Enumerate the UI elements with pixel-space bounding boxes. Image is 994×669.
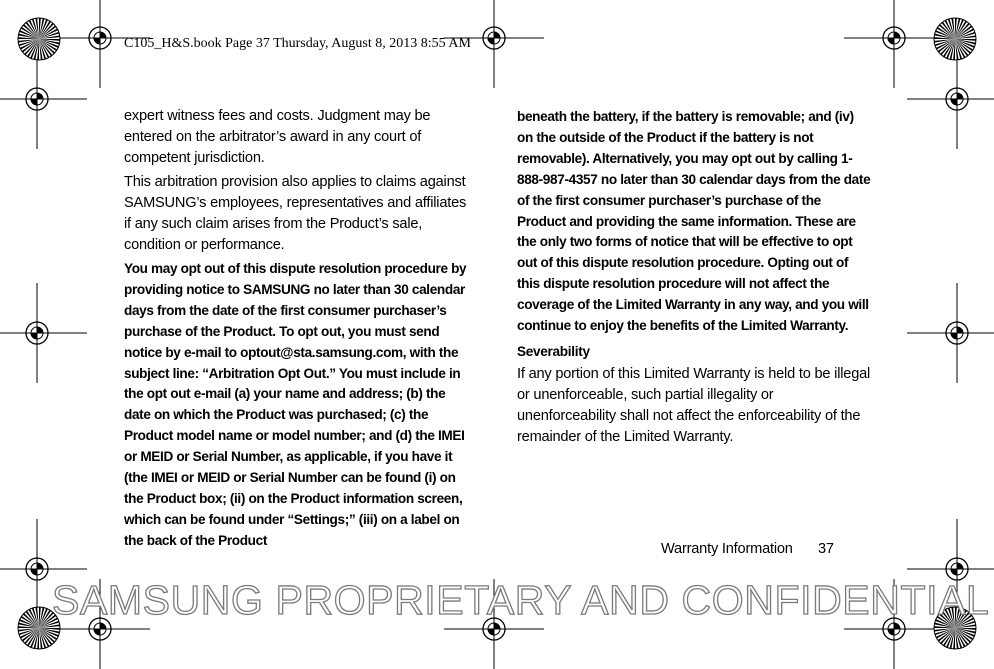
section-heading-severability: Severability [517, 343, 590, 359]
registration-mark-right-upper [907, 49, 994, 149]
running-header: C105_H&S.book Page 37 Thursday, August 8, 2013 8:55 AM [124, 36, 471, 51]
paragraph-arbitration-fees: expert witness fees and costs. Judgment may be entered on the arbitrator’s award in any court of competent jurisdiction. [124, 108, 431, 166]
paragraph-opt-out-notice: You may opt out of this dispute resolution procedure by providing notice to SAMSUNG no later than 30 calendar days from the date of the first consumer purchaser’s purchase of the Product. To opt out, you must send notice by e-mail to optout@sta.samsung.com, with the subject line: “Arbitration Opt Out.” You must include in the opt out e-mail (a) your name and address; (b) the date on which the Product was purchased; (c) the Product model name or model number; and (d) the IMEI or MEID or Serial Number, as applicable, if you have it (the IMEI or MEID or Serial Number can be found (i) on the Product box; (ii) on the Product information screen, which can be found under “Settings;” (iii) on a label on the back of the Product [124, 261, 467, 548]
registration-mark-left-middle [0, 283, 87, 383]
footer-section-title: Warranty Information [661, 541, 793, 557]
starburst-mark-top-right [934, 18, 976, 60]
right-column [517, 107, 872, 451]
registration-mark-top-right [844, 0, 944, 88]
confidential-watermark: SAMSUNG PROPRIETARY AND CONFIDENTIAL [52, 577, 990, 623]
footer-page-number: 37 [818, 541, 834, 557]
registration-mark-right-middle [907, 283, 994, 383]
paragraph-severability: If any portion of this Limited Warranty is held to be illegal or unenforceable, such partial illegality or unenforceability shall not affect the enforceability of the remainder of the Limited Warranty. [517, 365, 871, 445]
left-column [124, 106, 474, 552]
paragraph-opt-out-continued: beneath the battery, if the battery is removable; and (iv) on the outside of the Product if the battery is not removable). Alternatively, you may opt out by calling 1-888-987-4357 no later than 30 calendar days from the date of the first consumer purchaser’s purchase of the Product and providing the same information. These are the only two forms of notice that will be effective to opt out of this dispute resolution procedure. Opting out of this dispute resolution procedure will not affect the coverage of the Limited Warranty in any way, and you will continue to enjoy the benefits of the Limited Warranty. [517, 109, 871, 334]
paragraph-arbitration-scope: This arbitration provision also applies to claims against SAMSUNG’s employees, representatives and affiliates if any such claim arises from the Product’s sale, condition or performance. [124, 174, 467, 253]
starburst-mark-top-left [18, 18, 60, 60]
registration-mark-left-upper [0, 49, 87, 149]
